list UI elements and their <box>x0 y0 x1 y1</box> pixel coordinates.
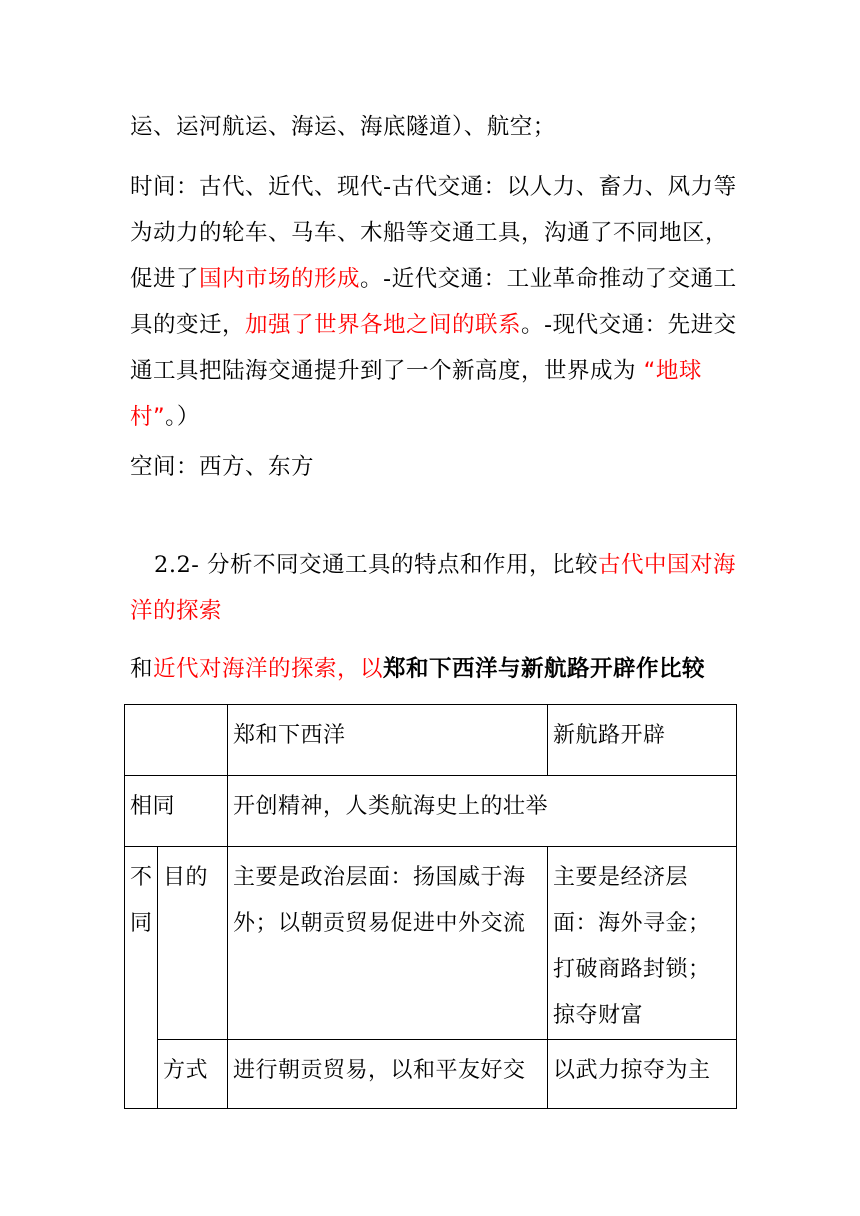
compare-highlight-modern: 近代对海洋的探索，以 <box>153 656 384 682</box>
time-highlight-global-village: “地球村” <box>130 358 702 430</box>
table-header-empty-cell <box>125 705 228 776</box>
purpose-zheng-cell: 主要是政治层面：扬国威于海外；以朝贡贸易促进中外交流 <box>228 847 548 1040</box>
time-text-a: 时间：古代、近代、现代-古代交通：以人力、畜力、风力等为动力的轮车、马车、木船等交通工具，沟通了不同地区，促进了 <box>130 174 737 292</box>
header-new-route: 新航路开辟 <box>548 705 737 776</box>
time-highlight-world-links: 加强了世界各地之间的联系 <box>245 312 522 338</box>
time-highlight-domestic-market: 国内市场的形成 <box>199 266 361 292</box>
table-row-method <box>125 1040 737 1109</box>
section-heading <box>130 542 740 634</box>
transport-types-text: 运、运河航运、海运、海底隧道）、航空； <box>130 114 556 140</box>
compare-text-a: 和 <box>130 656 154 682</box>
comparison-table <box>124 704 737 1109</box>
same-label-cell: 相同 <box>125 776 228 847</box>
table-header-row <box>125 705 737 776</box>
table-row-same <box>125 776 737 847</box>
section-text-a: 2.2- 分析不同交通工具的特点和作用，比较 <box>154 552 599 578</box>
compare-line <box>130 646 740 692</box>
space-line <box>130 444 740 490</box>
time-text-g: 。） <box>165 404 200 430</box>
diff-label-cell: 不同 <box>125 847 158 1109</box>
space-text: 空间：西方、东方 <box>130 454 315 480</box>
table-row-purpose <box>125 847 737 1040</box>
transport-types-line <box>130 104 740 150</box>
time-text-e: 。-现代交通：先进交通工具把陆海交通提升到了一个新高度，世界成为 <box>130 312 737 384</box>
compare-bold-topic: 郑和下西洋与新航路开辟作比较 <box>383 656 706 682</box>
section-highlight-ancient-china: 古代中国对海洋的探索 <box>130 552 737 624</box>
header-zheng-he: 郑和下西洋 <box>228 705 548 776</box>
purpose-label-cell: 目的 <box>158 847 228 1040</box>
method-new-cell: 以武力掠夺为主 <box>548 1040 737 1109</box>
time-paragraph <box>130 164 740 440</box>
method-label-cell: 方式 <box>158 1040 228 1109</box>
time-text-c: 。-近代交通：工业革命推动了交通工具的变迁， <box>130 266 737 338</box>
method-zheng-cell: 进行朝贡贸易，以和平友好交 <box>228 1040 548 1109</box>
same-value-cell: 开创精神，人类航海史上的壮举 <box>228 776 737 847</box>
purpose-new-cell: 主要是经济层面：海外寻金；打破商路封锁；掠夺财富 <box>548 847 737 1040</box>
